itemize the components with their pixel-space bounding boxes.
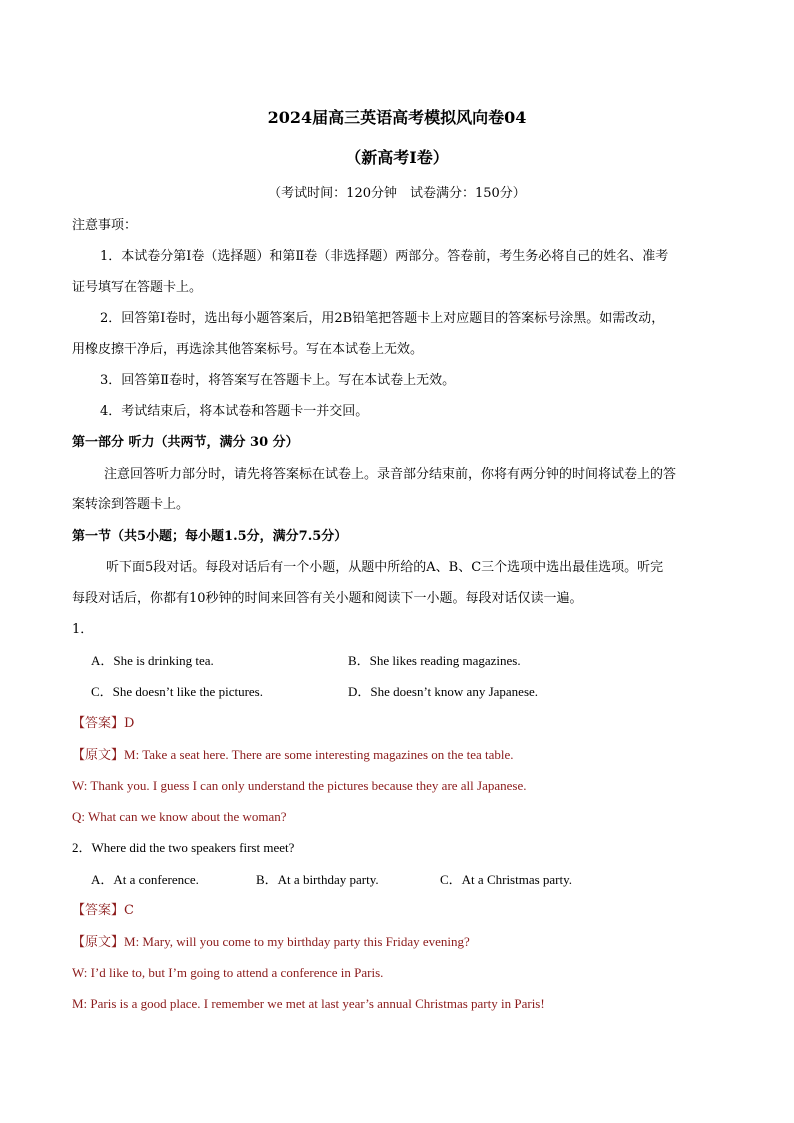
notice-item-2-line-1: 2．回答第Ⅰ卷时，选出每小题答案后，用2B铅笔把答题卡上对应题目的答案标号涂黑。如需改动， (100, 311, 665, 326)
part1-instructions-line-1: 注意回答听力部分时，请先将答案标在试卷上。录音部分结束前，你将有两分钟的时间将试卷上的答 (104, 467, 677, 482)
question-2-transcript-line-2: W: I’d like to, but I’m going to attend a conference in Paris. (72, 965, 384, 980)
question-2-answer: 【答案】C (72, 903, 134, 918)
question-1-transcript-line-2: W: Thank you. I guess I can only understand the pictures because they are all Japanese. (72, 778, 527, 793)
exam-info: （考试时间：120分钟 试卷满分：150分） (268, 186, 526, 201)
question-2-transcript-line-3: M: Paris is a good place. I remember we met at last year’s annual Christmas party in Paris! (72, 996, 545, 1011)
question-1-option-b: B．She likes reading magazines. (348, 653, 521, 668)
question-2-option-b: B．At a birthday party. (256, 872, 379, 887)
question-1-option-a: A．She is drinking tea. (91, 653, 214, 668)
notice-item-1-line-2: 证号填写在答题卡上。 (72, 280, 203, 295)
section1-instructions-line-1: 听下面5段对话。每段对话后有一个小题，从题中所给的A、B、C三个选项中选出最佳选项。听完 (106, 560, 664, 575)
transcript-text: M: Mary, will you come to my birthday party this Friday evening? (124, 934, 470, 949)
question-1-transcript-line-3: Q: What can we know about the woman? (72, 809, 287, 824)
notice-item-2-line-2: 用橡皮擦干净后，再选涂其他答案标号。写在本试卷上无效。 (72, 342, 424, 357)
section1-heading: 第一节（共5小题；每小题1.5分，满分7.5分） (72, 529, 348, 544)
transcript-label: 【原文】 (72, 935, 125, 950)
question-2-option-a: A．At a conference. (91, 872, 199, 887)
question-2-option-c: C．At a Christmas party. (440, 872, 573, 887)
transcript-label: 【原文】 (72, 748, 125, 763)
part1-instructions-line-2: 案转涂到答题卡上。 (72, 497, 190, 512)
question-1-answer: 【答案】D (72, 716, 135, 731)
question-1-transcript-line-1 (72, 746, 514, 765)
question-1-option-d: D．She doesn’t know any Japanese. (348, 684, 539, 699)
question-2-transcript-line-1 (72, 933, 470, 952)
section1-instructions-line-2: 每段对话后，你都有10秒钟的时间来回答有关小题和阅读下一小题。每段对话仅读一遍。 (72, 591, 583, 606)
notice-item-3: 3．回答第Ⅱ卷时，将答案写在答题卡上。写在本试卷上无效。 (100, 373, 456, 388)
question-2-stem: 2．Where did the two speakers first meet? (72, 840, 295, 855)
notice-item-4: 4．考试结束后，将本试卷和答题卡一并交回。 (100, 404, 369, 419)
transcript-text: M: Take a seat here. There are some interesting magazines on the tea table. (124, 747, 514, 762)
part1-heading: 第一部分 听力（共两节，满分 30 分） (72, 435, 299, 450)
question-1-option-c: C．She doesn’t like the pictures. (91, 684, 263, 699)
question-1-number: 1． (72, 622, 94, 637)
page-title: 2024届高三英语高考模拟风向卷04 (267, 108, 527, 127)
page-subtitle: （新高考Ⅰ卷） (345, 148, 449, 167)
notice-heading: 注意事项： (72, 218, 138, 233)
notice-item-1-line-1: 1．本试卷分第Ⅰ卷（选择题）和第Ⅱ卷（非选择题）两部分。答卷前，考生务必将自己的姓名、准考 (100, 249, 669, 264)
